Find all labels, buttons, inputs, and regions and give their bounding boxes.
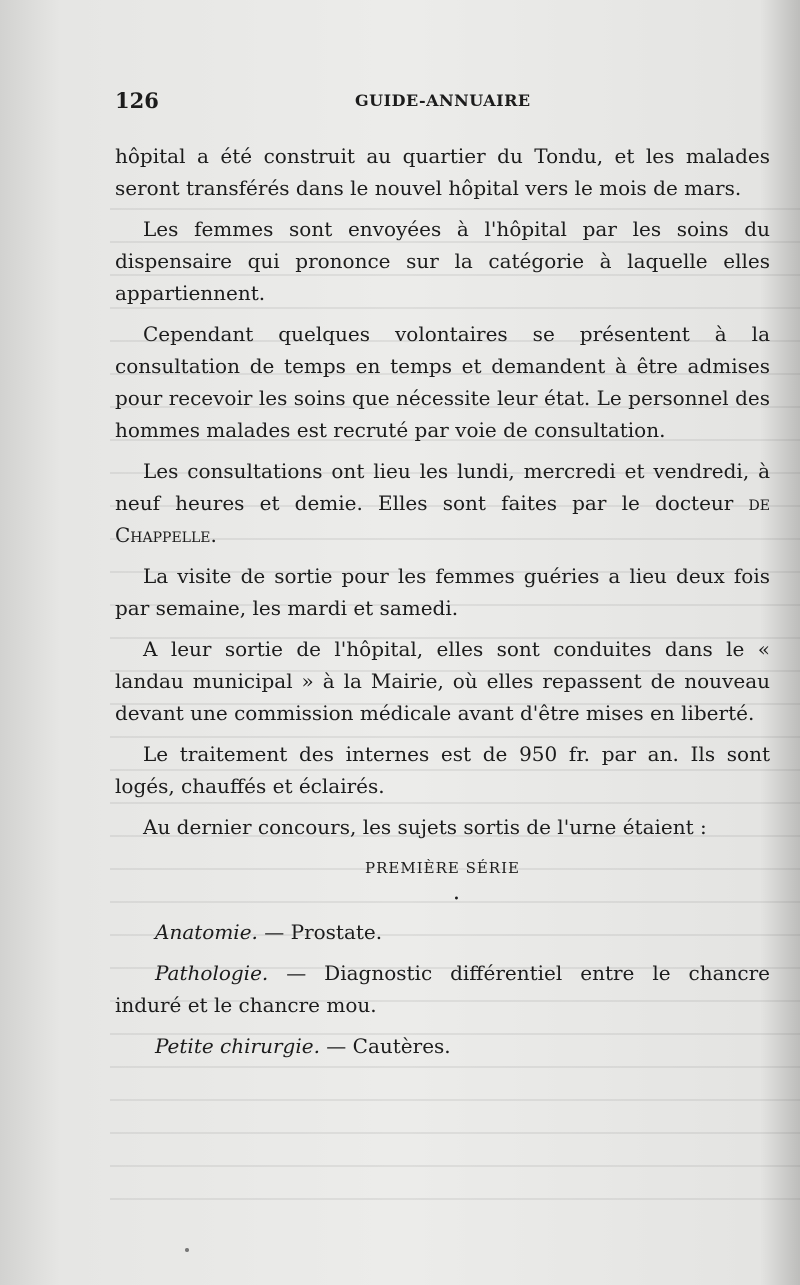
topic-chirurgie-text: — Cautères. bbox=[319, 1034, 451, 1058]
topic-pathologie-label: Pathologie. bbox=[155, 961, 269, 985]
topic-chirurgie-label: Petite chirurgie. bbox=[155, 1034, 320, 1058]
topic-pathologie bbox=[115, 957, 770, 1021]
consultations-text: Les consultations ont lieu les lundi, mercredi et vendredi, à neuf heures et demie. Elles sont faites par le docteur bbox=[115, 459, 770, 515]
consultations-end: . bbox=[210, 523, 217, 547]
page-body bbox=[115, 140, 770, 1071]
doctor-name: de Chappelle bbox=[115, 491, 770, 547]
paragraph-exit-visit: La visite de sortie pour les femmes guéries a lieu deux fois par semaine, les mardi et samedi. bbox=[115, 564, 770, 620]
page-number: 126 bbox=[115, 88, 159, 113]
paragraph-consultations bbox=[115, 455, 770, 551]
series-heading: PREMIÈRE SÉRIE bbox=[365, 859, 520, 877]
ink-speck bbox=[185, 1248, 189, 1252]
topic-anatomie-label: Anatomie. bbox=[155, 920, 258, 944]
topic-petite-chirurgie bbox=[115, 1030, 770, 1062]
running-title: GUIDE-ANNUAIRE bbox=[355, 91, 531, 110]
paragraph-last-contest: Au dernier concours, les sujets sortis de l'urne étaient : bbox=[143, 815, 707, 839]
paragraph-volunteers: Cependant quelques volontaires se présentent à la consultation de temps en temps et demandent à être admises pour recevoir les soins que nécessite leur état. Le personnel des hommes malades est recruté par voie de consultation. bbox=[115, 322, 770, 442]
series-bullet: • bbox=[453, 894, 460, 905]
paragraph-interns-salary: Le traitement des internes est de 950 fr. par an. Ils sont logés, chauffés et éclairés. bbox=[115, 742, 770, 798]
paragraph-women-sent: Les femmes sont envoyées à l'hôpital par les soins du dispensaire qui prononce sur la catégorie à laquelle elles appartiennent. bbox=[115, 217, 770, 305]
topic-anatomie-text: — Prostate. bbox=[257, 920, 383, 944]
paragraph-exit-hospital: A leur sortie de l'hôpital, elles sont conduites dans le « landau municipal » à la Mairie, où elles repassent de nouveau devant une commission médicale avant d'être mises en liberté. bbox=[115, 637, 770, 725]
paragraph-hospital-tondu: hôpital a été construit au quartier du Tondu, et les malades seront transférés dans le nouvel hôpital vers le mois de mars. bbox=[115, 144, 770, 200]
topic-anatomie bbox=[115, 916, 770, 948]
topic-pathologie-text: — Diagnostic différentiel entre le chancre induré et le chancre mou. bbox=[115, 961, 770, 1017]
